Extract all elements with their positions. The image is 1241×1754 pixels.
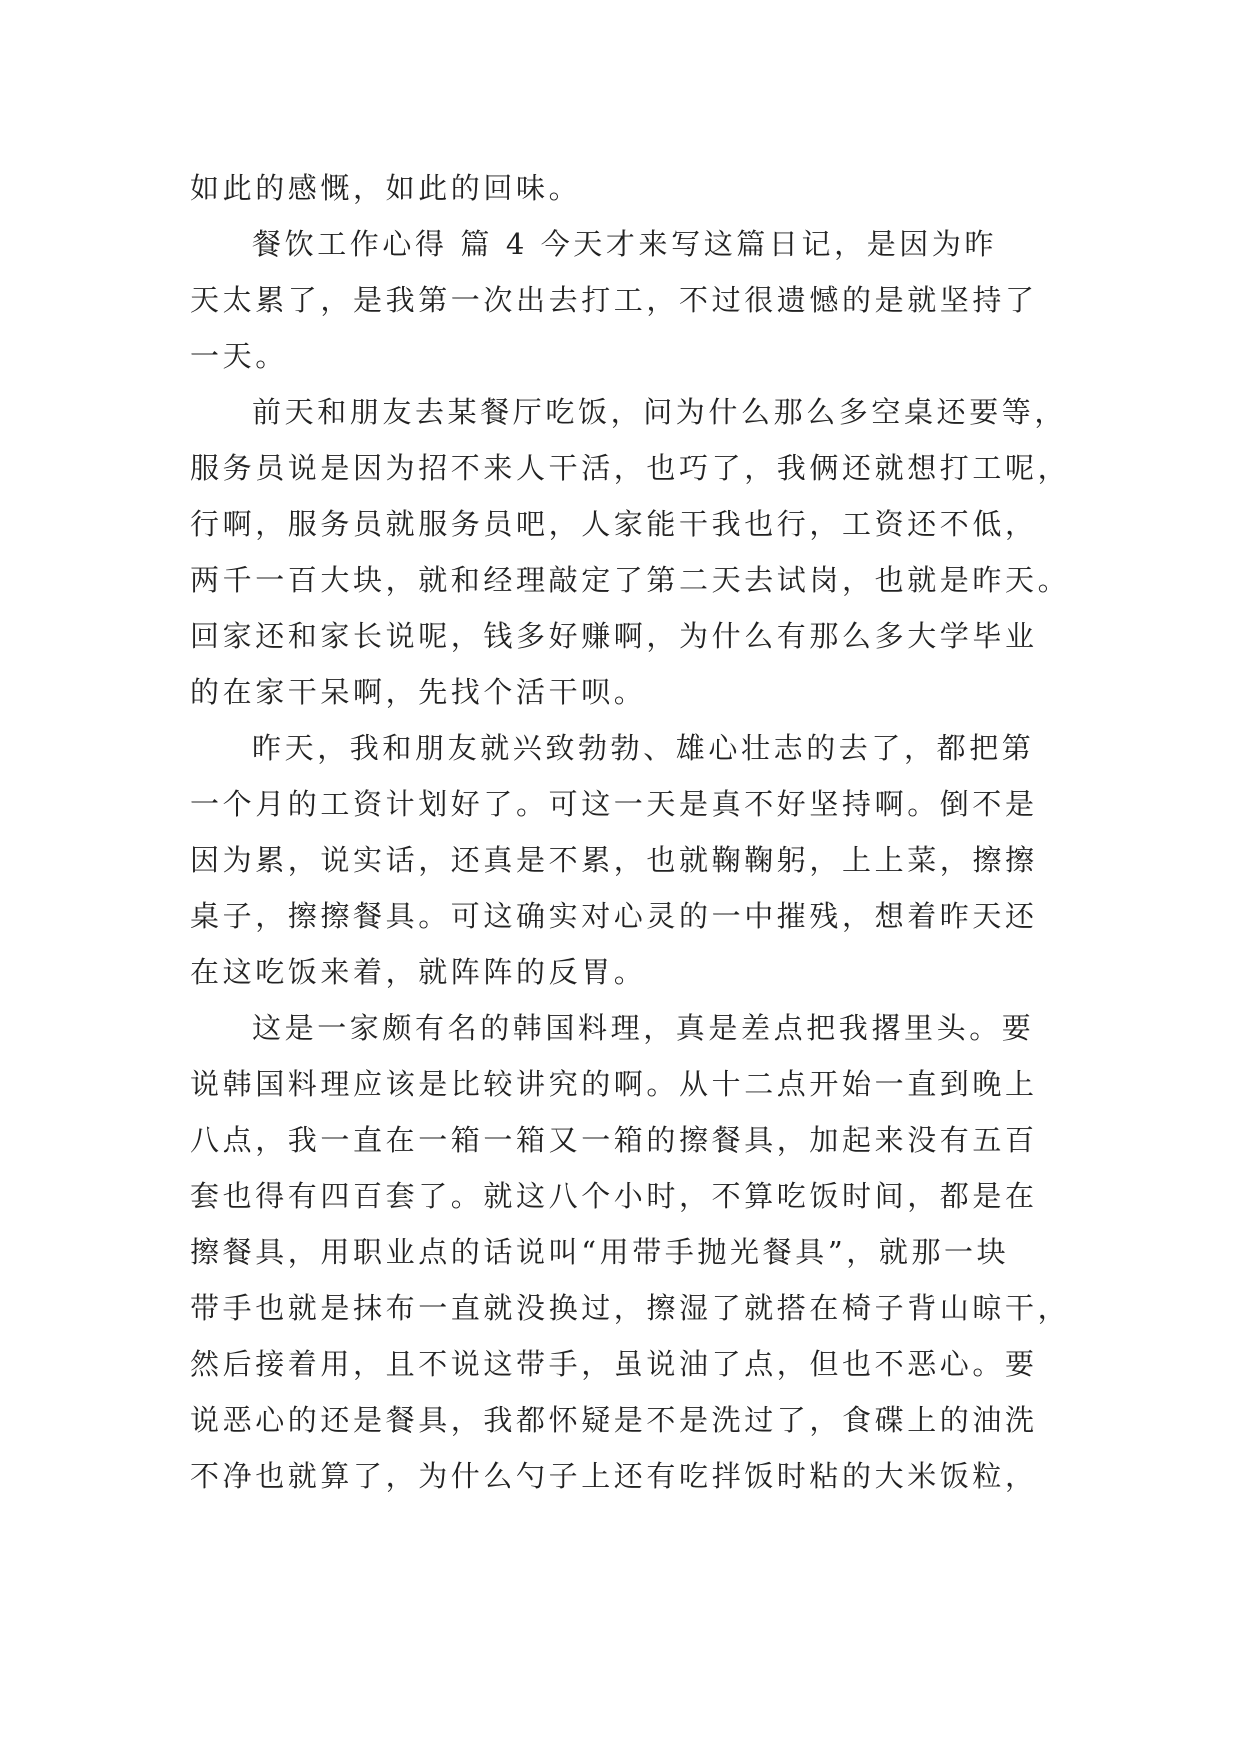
text-line: 行啊，服务员就服务员吧，人家能干我也行，工资还不低，: [190, 507, 1038, 541]
text-line: 两千一百大块，就和经理敲定了第二天去试岗，也就是昨天。: [190, 563, 1071, 597]
text-line: 服务员说是因为招不来人干活，也巧了，我俩还就想打工呢，: [190, 451, 1071, 485]
text-line: 这是一家颇有名的韩国料理，真是差点把我撂里头。要: [252, 1011, 1035, 1045]
text-line: 套也得有四百套了。就这八个小时，不算吃饭时间，都是在: [190, 1179, 1038, 1213]
text-line: 在这吃饭来着，就阵阵的反胃。: [190, 955, 647, 989]
text-line: 桌子，擦擦餐具。可这确实对心灵的一中摧残，想着昨天还: [190, 899, 1038, 933]
text-line: 前天和朋友去某餐厅吃饭，问为什么那么多空桌还要等，: [252, 395, 1068, 429]
text-line: 昨天，我和朋友就兴致勃勃、雄心壮志的去了，都把第: [252, 731, 1035, 765]
text-line: 擦餐具，用职业点的话说叫“用带手抛光餐具”，就那一块: [190, 1235, 1010, 1269]
text-line: 说恶心的还是餐具，我都怀疑是不是洗过了，食碟上的油洗: [190, 1403, 1038, 1437]
text-line: 说韩国料理应该是比较讲究的啊。从十二点开始一直到晚上: [190, 1067, 1038, 1101]
text-line: 不净也就算了，为什么勺子上还有吃拌饭时粘的大米饭粒，: [190, 1459, 1038, 1493]
text-line: 一个月的工资计划好了。可这一天是真不好坚持啊。倒不是: [190, 787, 1038, 821]
document-body: [190, 160, 1070, 1504]
text-line: 一天。: [190, 339, 288, 373]
text-line: 如此的感慨，如此的回味。: [190, 171, 582, 205]
text-line: 带手也就是抹布一直就没换过，擦湿了就搭在椅子背山晾干，: [190, 1291, 1071, 1325]
text-line: 因为累，说实话，还真是不累，也就鞠鞠躬，上上菜，擦擦: [190, 843, 1038, 877]
text-line: 餐饮工作心得 篇 4 今天才来写这篇日记，是因为昨: [252, 227, 998, 261]
text-line: 然后接着用，且不说这带手，虽说油了点，但也不恶心。要: [190, 1347, 1038, 1381]
text-line: 回家还和家长说呢，钱多好赚啊，为什么有那么多大学毕业: [190, 619, 1038, 653]
text-line: 八点，我一直在一箱一箱又一箱的擦餐具，加起来没有五百: [190, 1123, 1038, 1157]
text-line: 天太累了，是我第一次出去打工，不过很遗憾的是就坚持了: [190, 283, 1038, 317]
text-line: 的在家干呆啊，先找个活干呗。: [190, 675, 647, 709]
